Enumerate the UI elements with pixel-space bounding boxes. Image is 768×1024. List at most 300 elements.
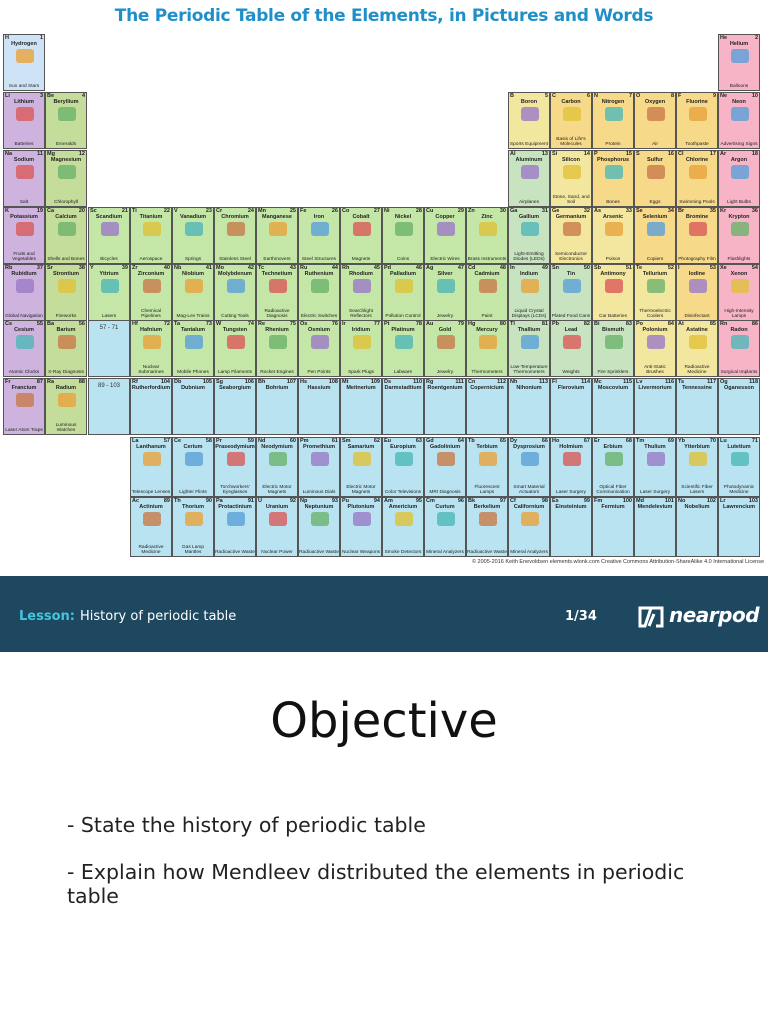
element-use: Disinfectant	[684, 314, 710, 319]
element-cell	[298, 497, 340, 557]
element-cell	[256, 320, 298, 377]
element-cell	[676, 320, 718, 377]
element-picture-icon	[16, 279, 34, 293]
element-symbol: Na	[5, 151, 13, 157]
element-picture-icon	[605, 452, 623, 466]
element-symbol: Ho	[552, 438, 560, 444]
element-symbol: P	[594, 151, 598, 157]
element-cell	[45, 207, 87, 264]
element-symbol: Br	[678, 208, 685, 214]
element-picture-icon	[16, 107, 34, 121]
element-cell	[634, 437, 676, 497]
element-name: Radium	[55, 385, 77, 391]
element-number: 38	[78, 265, 85, 271]
element-name: Tin	[566, 271, 576, 277]
element-name: Seaborgium	[219, 385, 251, 391]
element-symbol: Cm	[426, 498, 435, 504]
element-name: Osmium	[307, 327, 330, 333]
element-symbol: Sn	[552, 265, 560, 271]
element-cell	[718, 497, 760, 557]
element-number: 90	[205, 498, 212, 504]
element-picture-icon	[143, 512, 161, 526]
element-picture-icon	[269, 335, 287, 349]
element-symbol: Ra	[47, 379, 55, 385]
element-name: Neodymium	[261, 444, 293, 450]
element-number: 29	[457, 208, 464, 214]
element-use: Poison	[605, 257, 621, 262]
element-number: 13	[541, 151, 548, 157]
element-use: Luminous Watches	[55, 423, 77, 433]
element-use: Aerospace	[139, 257, 163, 262]
element-number: 89	[163, 498, 170, 504]
element-symbol: Al	[510, 151, 516, 157]
element-cell	[340, 437, 382, 497]
element-name: Neon	[732, 99, 746, 105]
element-picture-icon	[185, 452, 203, 466]
element-number: 101	[664, 498, 674, 504]
element-use: Eggs	[649, 200, 661, 205]
element-number: 107	[286, 379, 296, 385]
element-cell	[718, 378, 760, 435]
element-number: 100	[622, 498, 632, 504]
element-name: Dubnium	[181, 385, 205, 391]
element-cell	[550, 320, 592, 377]
element-name: Erbium	[603, 444, 623, 450]
element-cell	[3, 378, 45, 435]
element-picture-icon	[353, 335, 371, 349]
element-cell	[508, 92, 550, 149]
poster-copyright: © 2005-2016 Keith Enevoldsen elements.wlonk.com Creative Commons Attribution-ShareAlike 4.0 International License	[471, 559, 764, 565]
element-number: 22	[163, 208, 170, 214]
element-name: Polonium	[642, 327, 668, 333]
element-number: 41	[205, 265, 212, 271]
element-cell	[214, 378, 256, 435]
element-use: Laser Surgery	[555, 490, 587, 495]
element-name: Molybdenum	[218, 271, 252, 277]
element-cell	[298, 264, 340, 321]
element-picture-icon	[689, 335, 707, 349]
element-cell	[382, 497, 424, 557]
element-name: Copernicium	[470, 385, 504, 391]
element-number: 63	[415, 438, 422, 444]
element-number: 4	[81, 93, 85, 99]
element-use: Luminous Dials	[302, 490, 336, 495]
element-name: Bismuth	[602, 327, 624, 333]
element-number: 56	[78, 321, 85, 327]
element-number: 60	[289, 438, 296, 444]
element-name: Lutetium	[727, 444, 751, 450]
element-symbol: Mo	[216, 265, 224, 271]
element-symbol: In	[510, 265, 515, 271]
element-name: Calcium	[55, 214, 77, 220]
element-picture-icon	[269, 512, 287, 526]
element-number: 97	[499, 498, 506, 504]
element-cell	[130, 264, 172, 321]
element-symbol: Li	[5, 93, 10, 99]
element-cell	[3, 264, 45, 321]
element-picture-icon	[479, 279, 497, 293]
element-symbol: Hs	[300, 379, 308, 385]
element-picture-icon	[353, 222, 371, 236]
element-use: Optical Fiber Communication	[596, 485, 630, 495]
element-number: 117	[707, 379, 716, 385]
element-cell	[256, 264, 298, 321]
element-symbol: Nh	[510, 379, 518, 385]
element-cell	[592, 92, 634, 149]
element-picture-icon	[143, 335, 161, 349]
element-symbol: Po	[636, 321, 644, 327]
element-name: Phosphorus	[596, 157, 630, 163]
element-cell	[634, 150, 676, 207]
element-symbol: Bh	[258, 379, 266, 385]
element-cell	[718, 92, 760, 149]
element-name: Rutherfordium	[131, 385, 171, 391]
element-name: Nobelium	[684, 504, 710, 510]
element-name: Rhenium	[265, 327, 289, 333]
element-use: Springs	[184, 257, 202, 262]
element-symbol: Nb	[174, 265, 182, 271]
element-picture-icon	[479, 512, 497, 526]
element-cell	[340, 497, 382, 557]
element-picture-icon	[16, 222, 34, 236]
element-symbol: Rf	[132, 379, 138, 385]
element-symbol: Sm	[342, 438, 351, 444]
element-name: Lithium	[14, 99, 34, 105]
element-name: Chlorine	[685, 157, 709, 163]
element-name: Carbon	[561, 99, 581, 105]
element-use: Nuclear Power	[261, 550, 293, 555]
element-symbol: C	[552, 93, 556, 99]
element-name: Zirconium	[137, 271, 165, 277]
element-cell	[718, 150, 760, 207]
element-symbol: He	[720, 35, 728, 41]
element-symbol: Md	[636, 498, 644, 504]
element-name: Sulfur	[647, 157, 663, 163]
element-use: Copiers	[646, 257, 664, 262]
element-symbol: No	[678, 498, 686, 504]
element-symbol: Hg	[468, 321, 476, 327]
element-name: Nickel	[394, 214, 412, 220]
nearpod-logo-icon	[637, 604, 665, 634]
element-use: Fluorescent Lamps	[474, 485, 500, 495]
element-cell	[130, 497, 172, 557]
element-name: Americium	[388, 504, 418, 510]
element-number: 113	[539, 379, 548, 385]
element-name: Strontium	[53, 271, 79, 277]
element-cell	[550, 497, 592, 557]
element-picture-icon	[563, 335, 581, 349]
element-symbol: Be	[47, 93, 55, 99]
element-number: 83	[625, 321, 632, 327]
element-number: 30	[499, 208, 506, 214]
element-symbol: Ir	[342, 321, 346, 327]
element-name: Lawrencium	[722, 504, 756, 510]
element-symbol: Cs	[5, 321, 13, 327]
element-number: 91	[247, 498, 254, 504]
element-use: Chlorophyll	[54, 200, 78, 205]
element-number: 20	[78, 208, 85, 214]
element-number: 21	[121, 208, 128, 214]
element-picture-icon	[647, 279, 665, 293]
element-use: Low-Temperature Thermometers	[510, 365, 548, 375]
element-cell	[634, 320, 676, 377]
element-picture-icon	[227, 279, 245, 293]
element-use: Atomic Clocks	[8, 370, 40, 375]
element-cell	[592, 320, 634, 377]
element-cell	[466, 207, 508, 264]
element-use: Mobile Phones	[177, 370, 209, 375]
element-picture-icon	[479, 452, 497, 466]
element-picture-icon	[395, 222, 413, 236]
element-cell	[340, 264, 382, 321]
element-symbol: S	[636, 151, 640, 157]
element-use: Earthmovers	[263, 257, 291, 262]
element-symbol: Ac	[132, 498, 140, 504]
element-use: Toothpaste	[685, 142, 709, 147]
element-number: 1	[39, 35, 43, 41]
element-symbol: Dy	[510, 438, 518, 444]
element-symbol: Hf	[132, 321, 138, 327]
element-number: 47	[457, 265, 464, 271]
element-name: Ruthenium	[304, 271, 334, 277]
element-cell	[214, 437, 256, 497]
element-cell	[550, 92, 592, 149]
element-number: 95	[415, 498, 422, 504]
element-name: Yttrium	[99, 271, 119, 277]
element-symbol: H	[5, 35, 9, 41]
element-symbol: W	[216, 321, 222, 327]
element-use: Radioactive Waste	[299, 550, 339, 555]
element-symbol: Ga	[510, 208, 518, 214]
element-use: Nuclear Weapons	[341, 550, 381, 555]
element-cell	[424, 264, 466, 321]
element-name: Terbium	[476, 444, 498, 450]
element-number: 84	[667, 321, 674, 327]
element-number: 16	[667, 151, 674, 157]
element-picture-icon	[16, 49, 34, 63]
element-number: 114	[581, 379, 590, 385]
element-picture-icon	[16, 335, 34, 349]
element-use: Telescope Lenses	[131, 490, 171, 495]
element-picture-icon	[227, 452, 245, 466]
element-symbol: Pa	[216, 498, 223, 504]
element-use: Electric Motor Magnets	[262, 485, 292, 495]
element-number: 80	[499, 321, 506, 327]
element-cell	[508, 320, 550, 377]
element-number: 52	[667, 265, 674, 271]
element-symbol: Te	[636, 265, 643, 271]
element-cell	[3, 207, 45, 264]
element-symbol: Y	[90, 265, 94, 271]
element-symbol: La	[132, 438, 139, 444]
element-name: Xenon	[730, 271, 748, 277]
element-cell	[298, 320, 340, 377]
element-use: Radioactive Medicine	[138, 545, 164, 555]
element-number: 87	[36, 379, 43, 385]
element-number: 11	[37, 151, 43, 157]
element-cell	[508, 378, 550, 435]
element-name: Radon	[730, 327, 748, 333]
element-name: Thallium	[517, 327, 541, 333]
element-number: 57	[163, 438, 170, 444]
element-cell	[592, 437, 634, 497]
element-cell	[130, 437, 172, 497]
element-picture-icon	[395, 279, 413, 293]
element-use: Radioactive Waste	[215, 550, 255, 555]
element-symbol: Se	[636, 208, 643, 214]
element-picture-icon	[731, 452, 749, 466]
element-use: Fire Sprinklers	[597, 370, 629, 375]
element-name: Potassium	[10, 214, 38, 220]
element-cell	[130, 378, 172, 435]
element-picture-icon	[731, 279, 749, 293]
element-picture-icon	[605, 165, 623, 179]
element-number: 37	[36, 265, 43, 271]
element-cell	[718, 34, 760, 91]
element-name: Tantalum	[180, 327, 206, 333]
element-cell	[424, 497, 466, 557]
element-name: Krypton	[728, 214, 750, 220]
element-cell	[508, 437, 550, 497]
element-picture-icon	[227, 222, 245, 236]
element-number: 62	[373, 438, 380, 444]
element-name: Silicon	[561, 157, 581, 163]
element-number: 67	[583, 438, 590, 444]
element-use: Labware	[393, 370, 413, 375]
element-cell	[424, 320, 466, 377]
element-number: 65	[499, 438, 506, 444]
element-symbol: Mc	[594, 379, 602, 385]
element-use: Sports Equipment	[509, 142, 549, 147]
element-picture-icon	[521, 452, 539, 466]
element-picture-icon	[689, 165, 707, 179]
element-name: Flerovium	[557, 385, 585, 391]
element-symbol: Ge	[552, 208, 560, 214]
element-cell	[45, 264, 87, 321]
element-use: Bones	[606, 200, 620, 205]
element-use: Electric Motor Magnets	[346, 485, 376, 495]
element-number: 71	[751, 438, 758, 444]
element-name: Oganesson	[724, 385, 754, 391]
element-picture-icon	[58, 107, 76, 121]
element-picture-icon	[185, 335, 203, 349]
element-symbol: Sg	[216, 379, 224, 385]
poster-title: The Periodic Table of the Elements, in Pictures and Words	[114, 6, 654, 26]
element-number: 73	[205, 321, 212, 327]
element-symbol: B	[510, 93, 514, 99]
element-use: Searchlight Reflectors	[349, 309, 373, 319]
element-symbol: Re	[258, 321, 266, 327]
element-number: 28	[415, 208, 422, 214]
element-use: Protein	[605, 142, 621, 147]
element-name: Praseodymium	[215, 444, 255, 450]
element-name: Manganese	[262, 214, 292, 220]
element-use: Lamp Filaments	[217, 370, 253, 375]
element-use: Anti-Static Brushes	[644, 365, 666, 375]
element-cell	[550, 437, 592, 497]
element-symbol: Si	[552, 151, 558, 157]
element-number: 81	[541, 321, 548, 327]
element-use: Photodynamic Medicine	[723, 485, 755, 495]
element-number: 93	[331, 498, 338, 504]
element-use: Lighter Flints	[179, 490, 207, 495]
element-number: 109	[370, 379, 380, 385]
element-cell	[45, 150, 87, 207]
element-name: Livermorium	[638, 385, 672, 391]
element-name: Gallium	[518, 214, 540, 220]
element-cell	[424, 207, 466, 264]
element-use: Mineral Analyzers	[426, 550, 464, 555]
element-name: Californium	[513, 504, 545, 510]
element-picture-icon	[101, 222, 119, 236]
element-symbol: Zr	[132, 265, 138, 271]
element-number: 36	[751, 208, 758, 214]
element-picture-icon	[563, 222, 581, 236]
element-name: Holmium	[559, 444, 583, 450]
element-symbol: Ti	[132, 208, 137, 214]
element-symbol: Kr	[720, 208, 727, 214]
lanthanide-gap-cell: 57 - 71	[88, 320, 130, 377]
element-symbol: Os	[300, 321, 308, 327]
element-number: 34	[667, 208, 674, 214]
element-picture-icon	[521, 512, 539, 526]
element-name: Nitrogen	[601, 99, 625, 105]
element-name: Copper	[435, 214, 455, 220]
element-symbol: Og	[720, 379, 728, 385]
element-picture-icon	[689, 452, 707, 466]
element-picture-icon	[437, 452, 455, 466]
element-name: Europium	[390, 444, 416, 450]
element-picture-icon	[731, 335, 749, 349]
element-number: 116	[665, 379, 674, 385]
element-picture-icon	[563, 107, 581, 121]
element-picture-icon	[227, 512, 245, 526]
element-use: Radioactive Medicine	[684, 365, 710, 375]
element-symbol: Ne	[720, 93, 728, 99]
element-name: Protactinium	[218, 504, 252, 510]
element-use: Chemical Pipelines	[141, 309, 161, 319]
element-name: Uranium	[265, 504, 289, 510]
element-number: 46	[415, 265, 422, 271]
element-cell	[508, 497, 550, 557]
element-number: 27	[373, 208, 380, 214]
element-use: Air	[652, 142, 658, 147]
element-number: 32	[583, 208, 590, 214]
element-symbol: Ni	[384, 208, 390, 214]
element-use: Laser Surgery	[639, 490, 671, 495]
element-picture-icon	[353, 279, 371, 293]
element-name: Tennessine	[682, 385, 712, 391]
element-symbol: Au	[426, 321, 434, 327]
element-name: Mendelevium	[637, 504, 673, 510]
element-number: 74	[247, 321, 254, 327]
element-picture-icon	[143, 222, 161, 236]
element-name: Selenium	[642, 214, 668, 220]
element-symbol: V	[174, 208, 178, 214]
element-name: Thulium	[644, 444, 666, 450]
element-symbol: Tc	[258, 265, 265, 271]
element-picture-icon	[437, 335, 455, 349]
element-cell	[256, 207, 298, 264]
element-symbol: Eu	[384, 438, 392, 444]
element-number: 12	[78, 151, 85, 157]
element-symbol: Rh	[342, 265, 350, 271]
element-cell	[172, 264, 214, 321]
element-name: Rhodium	[349, 271, 373, 277]
element-number: 103	[748, 498, 758, 504]
element-picture-icon	[311, 335, 329, 349]
element-picture-icon	[101, 279, 119, 293]
